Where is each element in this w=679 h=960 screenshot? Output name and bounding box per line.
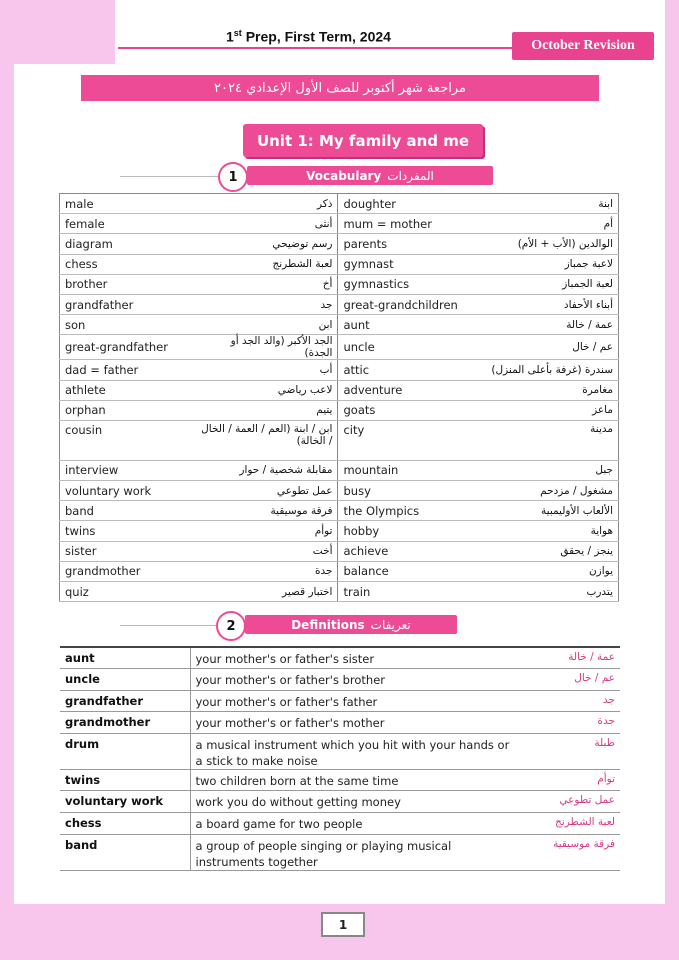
definition-text: a group of people singing or playing musical instruments together — [190, 834, 520, 870]
vocab-word-right: mountain — [338, 460, 475, 480]
section-1-number: 1 — [218, 162, 248, 192]
vocab-meaning-left: لعبة الشطرنج — [195, 254, 338, 274]
vocabulary-heading-ar: المفردات — [387, 168, 434, 183]
vocab-meaning-right: عمة / خالة — [475, 315, 619, 335]
vocab-row — [60, 194, 619, 214]
vocab-word-left: band — [60, 501, 196, 521]
vocab-meaning-right: مغامرة — [475, 380, 619, 400]
vocab-word-right: adventure — [338, 380, 475, 400]
vocab-word-left: son — [60, 315, 196, 335]
vocab-meaning-right: مشغول / مزدحم — [475, 481, 619, 501]
vocab-word-right: hobby — [338, 521, 475, 541]
definition-text: a board game for two people — [190, 813, 520, 835]
arabic-title-banner: مراجعة شهر أكتوبر للصف الأول الإعدادي ٢٠٢٤ — [81, 75, 599, 101]
vocab-meaning-left: مقابلة شخصية / حوار — [195, 460, 338, 480]
vocab-word-right: achieve — [338, 541, 475, 561]
vocab-word-left: sister — [60, 541, 196, 561]
definition-term: band — [60, 834, 190, 870]
left-margin-strip — [0, 64, 14, 904]
vocab-word-right: goats — [338, 400, 475, 420]
definition-row — [60, 791, 620, 813]
corner-decoration-top-right — [665, 0, 679, 64]
vocab-meaning-left: رسم توضيحي — [195, 234, 338, 254]
definition-term: aunt — [60, 647, 190, 669]
definition-term: chess — [60, 813, 190, 835]
definition-term: grandmother — [60, 712, 190, 734]
vocab-meaning-left: أخت — [195, 541, 338, 561]
definition-row — [60, 712, 620, 734]
vocab-row — [60, 561, 619, 581]
vocab-row — [60, 481, 619, 501]
header-title-suffix: st — [233, 28, 242, 38]
vocab-row — [60, 274, 619, 294]
definition-arabic: طبلة — [520, 733, 620, 769]
vocab-row — [60, 400, 619, 420]
vocab-word-right: train — [338, 582, 475, 602]
vocab-word-right: busy — [338, 481, 475, 501]
definition-text: your mother's or father's mother — [190, 712, 520, 734]
vocab-meaning-left: ابن / ابنة (العم / العمة / الخال / الخالة) — [195, 420, 338, 460]
vocab-word-right: city — [338, 420, 475, 460]
october-revision-badge: October Revision — [512, 32, 654, 60]
vocab-word-left: diagram — [60, 234, 196, 254]
definition-text: your mother's or father's brother — [190, 669, 520, 691]
definition-term: twins — [60, 769, 190, 791]
corner-decoration-top-left — [0, 0, 115, 64]
definition-row — [60, 647, 620, 669]
vocab-meaning-right: سندرة (غرفة بأعلى المنزل) — [475, 360, 619, 380]
vocab-word-right: mum = mother — [338, 214, 475, 234]
vocab-word-left: male — [60, 194, 196, 214]
section-2-number: 2 — [216, 611, 246, 641]
definition-arabic: لعبة الشطرنج — [520, 813, 620, 835]
definition-text: your mother's or father's sister — [190, 647, 520, 669]
vocab-word-left: grandfather — [60, 294, 196, 314]
vocab-meaning-right: أبناء الأحفاد — [475, 294, 619, 314]
vocab-word-left: voluntary work — [60, 481, 196, 501]
vocab-row — [60, 460, 619, 480]
vocab-meaning-right: الوالدين (الأب + الأم) — [475, 234, 619, 254]
vocab-meaning-right: أم — [475, 214, 619, 234]
vocab-meaning-left: يتيم — [195, 400, 338, 420]
vocab-meaning-right: يتدرب — [475, 582, 619, 602]
vocab-meaning-left: فرقة موسيقية — [195, 501, 338, 521]
vocab-word-left: dad = father — [60, 360, 196, 380]
vocab-row — [60, 315, 619, 335]
definition-text: two children born at the same time — [190, 769, 520, 791]
definition-arabic: توأم — [520, 769, 620, 791]
vocab-meaning-right: ابنة — [475, 194, 619, 214]
definitions-heading — [245, 615, 457, 634]
vocab-meaning-right: عم / خال — [475, 335, 619, 360]
definition-term: uncle — [60, 669, 190, 691]
vocab-word-left: grandmother — [60, 561, 196, 581]
vocab-meaning-left: أخ — [195, 274, 338, 294]
vocab-word-left: great-grandfather — [60, 335, 196, 360]
definition-arabic: عمل تطوعي — [520, 791, 620, 813]
vocab-word-right: gymnast — [338, 254, 475, 274]
vocab-word-left: athlete — [60, 380, 196, 400]
vocab-meaning-right: لعبة الجمباز — [475, 274, 619, 294]
unit-title: Unit 1: My family and me — [243, 124, 483, 157]
header-divider — [118, 47, 513, 49]
header-title-number: 1 — [226, 28, 234, 45]
header-title-text: Prep, First Term, 2024 — [241, 28, 391, 45]
definition-term: voluntary work — [60, 791, 190, 813]
definition-term: grandfather — [60, 690, 190, 712]
vocab-row — [60, 360, 619, 380]
vocab-meaning-right: مدينة — [475, 420, 619, 460]
vocab-meaning-right: الألعاب الأوليمبية — [475, 501, 619, 521]
vocab-row — [60, 335, 619, 360]
vocab-row — [60, 521, 619, 541]
vocab-meaning-right: جبل — [475, 460, 619, 480]
definition-arabic: عم / خال — [520, 669, 620, 691]
vocab-row — [60, 234, 619, 254]
vocab-meaning-left: ذكر — [195, 194, 338, 214]
vocab-word-left: quiz — [60, 582, 196, 602]
vocab-word-right: aunt — [338, 315, 475, 335]
definition-arabic: عمة / خالة — [520, 647, 620, 669]
right-margin-strip — [665, 64, 679, 904]
definitions-heading-ar: تعريفات — [370, 617, 411, 632]
vocab-word-right: gymnastics — [338, 274, 475, 294]
vocabulary-table — [59, 193, 619, 602]
vocab-meaning-left: الجد الأكبر (والد الجد أو الجدة) — [195, 335, 338, 360]
vocab-word-right: parents — [338, 234, 475, 254]
page-number: 1 — [321, 912, 365, 937]
vocab-word-right: great-grandchildren — [338, 294, 475, 314]
definitions-table — [60, 646, 620, 871]
definition-row — [60, 690, 620, 712]
vocab-word-right: attic — [338, 360, 475, 380]
vocab-meaning-right: ماعز — [475, 400, 619, 420]
vocab-row — [60, 420, 619, 460]
definition-row — [60, 669, 620, 691]
definition-row — [60, 769, 620, 791]
vocab-meaning-right: ينجز / يحقق — [475, 541, 619, 561]
vocab-meaning-right: يوازن — [475, 561, 619, 581]
vocab-word-right: balance — [338, 561, 475, 581]
vocab-meaning-right: هواية — [475, 521, 619, 541]
vocab-meaning-left: أب — [195, 360, 338, 380]
page-header-title — [226, 28, 391, 45]
vocab-word-left: cousin — [60, 420, 196, 460]
vocab-row — [60, 214, 619, 234]
vocab-meaning-left: توأم — [195, 521, 338, 541]
definition-row — [60, 733, 620, 769]
vocab-meaning-left: ابن — [195, 315, 338, 335]
vocab-row — [60, 380, 619, 400]
definition-arabic: جدة — [520, 712, 620, 734]
vocab-meaning-right: لاعبة جمباز — [475, 254, 619, 274]
vocab-meaning-left: لاعب رياضي — [195, 380, 338, 400]
definition-arabic: جد — [520, 690, 620, 712]
vocab-word-left: female — [60, 214, 196, 234]
vocab-row — [60, 294, 619, 314]
vocab-word-left: chess — [60, 254, 196, 274]
definition-text: a musical instrument which you hit with your hands or a stick to make noise — [190, 733, 520, 769]
definition-text: work you do without getting money — [190, 791, 520, 813]
vocab-word-left: orphan — [60, 400, 196, 420]
vocab-word-left: brother — [60, 274, 196, 294]
definition-text: your mother's or father's father — [190, 690, 520, 712]
definition-row — [60, 813, 620, 835]
definitions-heading-en: Definitions — [291, 617, 365, 632]
vocabulary-heading — [247, 166, 493, 185]
definition-term: drum — [60, 733, 190, 769]
definition-arabic: فرقة موسيقية — [520, 834, 620, 870]
vocab-meaning-left: اختبار قصير — [195, 582, 338, 602]
vocab-word-left: interview — [60, 460, 196, 480]
vocab-row — [60, 582, 619, 602]
vocabulary-heading-en: Vocabulary — [306, 168, 382, 183]
vocab-row — [60, 541, 619, 561]
vocab-word-right: uncle — [338, 335, 475, 360]
vocab-word-right: doughter — [338, 194, 475, 214]
definition-row — [60, 834, 620, 870]
vocab-word-left: twins — [60, 521, 196, 541]
vocab-row — [60, 254, 619, 274]
vocab-meaning-left: عمل تطوعي — [195, 481, 338, 501]
vocab-meaning-left: أنثى — [195, 214, 338, 234]
vocab-meaning-left: جدة — [195, 561, 338, 581]
section-2-divider — [120, 625, 220, 626]
vocab-word-right: the Olympics — [338, 501, 475, 521]
vocab-meaning-left: جد — [195, 294, 338, 314]
vocab-row — [60, 501, 619, 521]
